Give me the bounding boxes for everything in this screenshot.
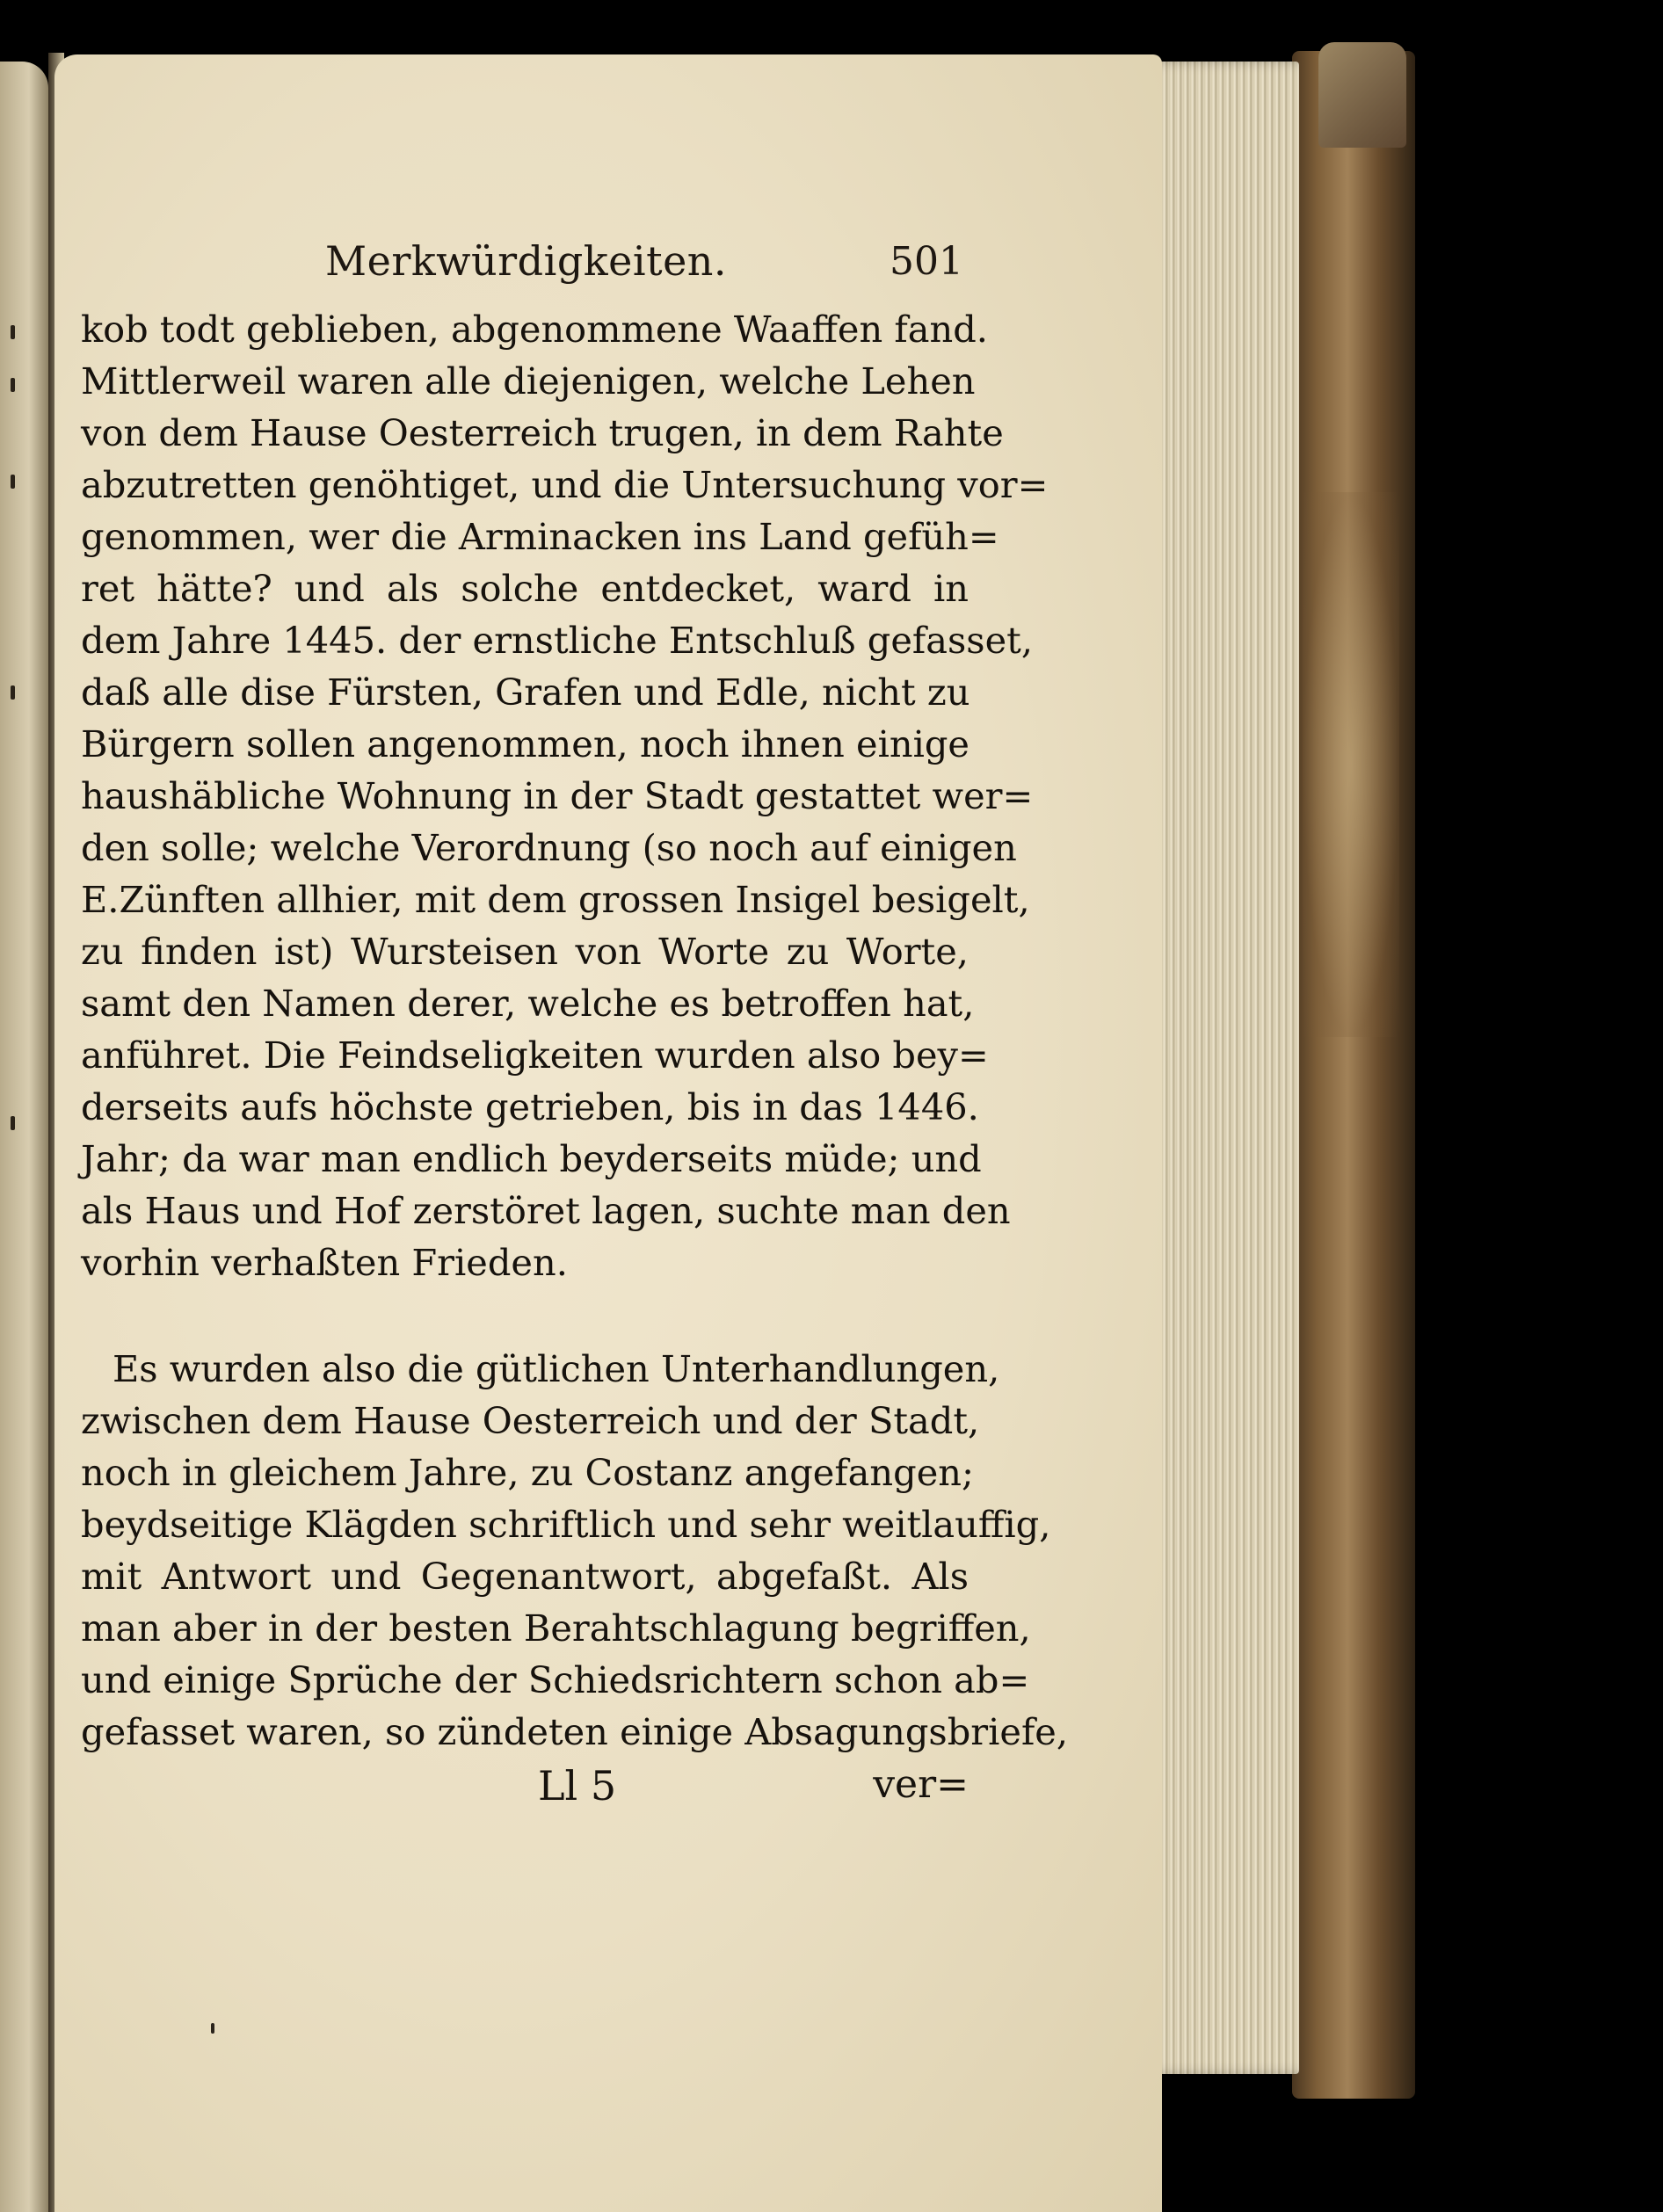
text-line: als Haus und Hof zerstöret lagen, suchte man den xyxy=(81,1189,1011,1232)
text-line: noch in gleichem Jahre, zu Costanz angefangen; xyxy=(81,1451,974,1494)
running-title: Merkwürdigkeiten. xyxy=(325,237,728,285)
text-line: ret hätte? und als solche entdecket, ward in xyxy=(81,567,969,610)
text-line: E.Zünften allhier, mit dem grossen Insigel besigelt, xyxy=(81,878,1030,921)
text-line: kob todt geblieben, abgenommene Waaffen fand. xyxy=(81,308,988,351)
text-line: und einige Sprüche der Schiedsrichtern schon ab= xyxy=(81,1658,1030,1701)
catchword: ver= xyxy=(873,1762,969,1807)
text-line: mit Antwort und Gegenantwort, abgefaßt. Als xyxy=(81,1555,969,1598)
text-line: beydseitige Klägden schriftlich und sehr weitlauffig, xyxy=(81,1503,1051,1546)
text-line: von dem Hause Oesterreich trugen, in dem Rahte xyxy=(81,411,1004,454)
text-line: zu finden ist) Wursteisen von Worte zu Worte, xyxy=(81,930,969,973)
page-block-edges xyxy=(1141,62,1299,2074)
text-line: abzutretten genöhtiget, und die Untersuchung vor= xyxy=(81,463,1049,506)
text-line: derseits aufs höchste getrieben, bis in das 1446. xyxy=(81,1085,979,1128)
text-line: haushäbliche Wohnung in der Stadt gestattet wer= xyxy=(81,774,1034,817)
text-line: vorhin verhaßten Frieden. xyxy=(81,1241,568,1284)
page-number: 501 xyxy=(890,239,963,284)
text-line: zwischen dem Hause Oesterreich und der Stadt, xyxy=(81,1399,980,1442)
paragraph-1 xyxy=(81,303,1049,1288)
body-text xyxy=(81,303,1069,1758)
text-line: dem Jahre 1445. der ernstliche Entschluß gefasset, xyxy=(81,619,1034,662)
text-line: anführet. Die Feindseligkeiten wurden also bey= xyxy=(81,1033,989,1077)
text-line: samt den Namen derer, welche es betroffen hat, xyxy=(81,982,975,1025)
text-line: Es wurden also die gütlichen Unterhandlungen, xyxy=(113,1347,1000,1390)
signature-mark: Ll 5 xyxy=(538,1762,617,1809)
book-cover-edge xyxy=(1292,51,1415,2099)
facing-page-edge xyxy=(0,62,48,2212)
page-footer xyxy=(81,1762,969,1815)
text-line: gefasset waren, so zündeten einige Absagungsbriefe, xyxy=(81,1710,1069,1753)
text-line: Bürgern sollen angenommen, noch ihnen einige xyxy=(81,722,969,765)
text-line: man aber in der besten Berahtschlagung begriffen, xyxy=(81,1606,1031,1650)
ink-speck xyxy=(211,2023,214,2034)
text-line: Jahr; da war man endlich beyderseits müde; und xyxy=(81,1137,982,1180)
text-line: den solle; welche Verordnung (so noch auf einigen xyxy=(81,826,1017,869)
running-header xyxy=(81,237,969,290)
paragraph-gap xyxy=(81,1288,969,1343)
paragraph-2 xyxy=(81,1343,1069,1758)
cover-stain xyxy=(1303,492,1399,1037)
text-line: daß alle dise Fürsten, Grafen und Edle, nicht zu xyxy=(81,671,970,714)
text-line: genommen, wer die Arminacken ins Land gefüh= xyxy=(81,515,999,558)
cover-corner xyxy=(1318,42,1406,148)
text-line: Mittlerweil waren alle diejenigen, welche Lehen xyxy=(81,359,976,403)
